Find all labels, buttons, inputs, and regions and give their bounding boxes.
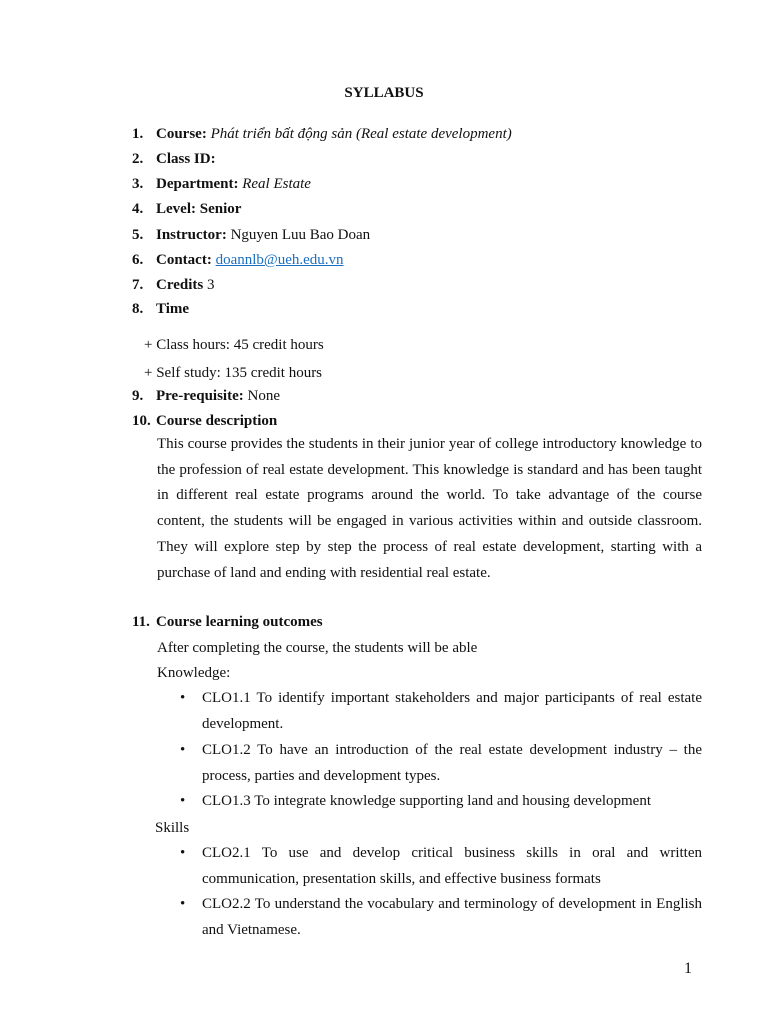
- item-number: 9.: [132, 388, 144, 404]
- outcomes-heading: [132, 612, 323, 637]
- item-number: 8.: [132, 301, 144, 317]
- instructor-name: Nguyen Luu Bao Doan: [230, 227, 371, 243]
- clo-text: CLO2.2 To understand the vocabulary and terminology of development in English and Vietnamese.: [202, 896, 702, 938]
- item-label: Course:: [156, 126, 207, 142]
- item-label: Course description: [156, 413, 278, 429]
- department-name: Real Estate: [242, 176, 311, 192]
- bullet-icon: •: [180, 896, 186, 912]
- item-label: Contact:: [156, 252, 212, 268]
- item-label: Pre-requisite:: [156, 388, 244, 404]
- item-label: Level: Senior: [156, 201, 242, 217]
- level-item: [132, 199, 241, 224]
- item-number: 3.: [132, 176, 144, 192]
- department-item: [132, 174, 311, 199]
- bullet-icon: •: [180, 793, 186, 809]
- clo-bullet: [180, 686, 702, 737]
- item-label: Time: [156, 301, 190, 317]
- item-number: 6.: [132, 252, 144, 268]
- item-number: 11.: [132, 614, 150, 630]
- contact-email-link[interactable]: doannlb@ueh.edu.vn: [215, 252, 344, 268]
- skills-label: Skills: [155, 820, 190, 836]
- clo-text: CLO1.1 To identify important stakeholders and major participants of real estate development.: [202, 690, 702, 732]
- item-label: Credits: [156, 277, 204, 293]
- clo-text: CLO1.2 To have an introduction of the real estate development industry – the process, parties and development types.: [202, 742, 702, 784]
- outcomes-intro: After completing the course, the students will be able: [157, 640, 478, 656]
- bullet-icon: •: [180, 742, 186, 758]
- item-label: Class ID:: [156, 151, 216, 167]
- item-number: 7.: [132, 277, 144, 293]
- clo-bullet: [180, 789, 702, 815]
- instructor-item: [132, 225, 370, 250]
- item-number: 2.: [132, 151, 144, 167]
- clo-text: CLO1.3 To integrate knowledge supporting land and housing development: [202, 793, 652, 809]
- knowledge-label: Knowledge:: [157, 665, 231, 681]
- course-description: This course provides the students in their junior year of college introductory knowledge to the profession of real estate development. This knowledge is standard and has been taught in different real estate programs around the world. To take advantage of the course content, the students will be engaged in various activities within and outside classroom. They will explore step by step the process of real estate development, starting with a purchase of land and ending with residential real estate.: [157, 436, 702, 581]
- contact-item: [132, 250, 344, 275]
- item-label: Department:: [156, 176, 239, 192]
- clo-bullet: [180, 892, 702, 943]
- credits-value: 3: [206, 277, 215, 293]
- clo-bullet: [180, 841, 702, 892]
- bullet-icon: •: [180, 690, 186, 706]
- class-id-item: [132, 149, 216, 174]
- class-hours: + Class hours: 45 credit hours: [144, 337, 324, 353]
- item-number: 10.: [132, 413, 151, 429]
- course-item: [132, 124, 512, 149]
- bullet-icon: •: [180, 845, 186, 861]
- item-label: Instructor:: [156, 227, 227, 243]
- prereq-value: None: [247, 388, 281, 404]
- clo-text: CLO2.1 To use and develop critical business skills in oral and written communication, presentation skills, and effective business formats: [202, 845, 702, 887]
- document-title: SYLLABUS: [344, 85, 424, 101]
- clo-bullet: [180, 738, 702, 789]
- prereq-item: [132, 386, 280, 411]
- time-item: [132, 299, 189, 324]
- item-label: Course learning outcomes: [156, 614, 323, 630]
- item-number: 4.: [132, 201, 144, 217]
- self-study-hours: + Self study: 135 credit hours: [144, 365, 323, 381]
- credits-item: [132, 275, 214, 300]
- item-number: 5.: [132, 227, 144, 243]
- page-number: 1: [684, 960, 692, 977]
- course-name: Phát triển bất động sản (Real estate development): [210, 126, 512, 142]
- item-number: 1.: [132, 126, 144, 142]
